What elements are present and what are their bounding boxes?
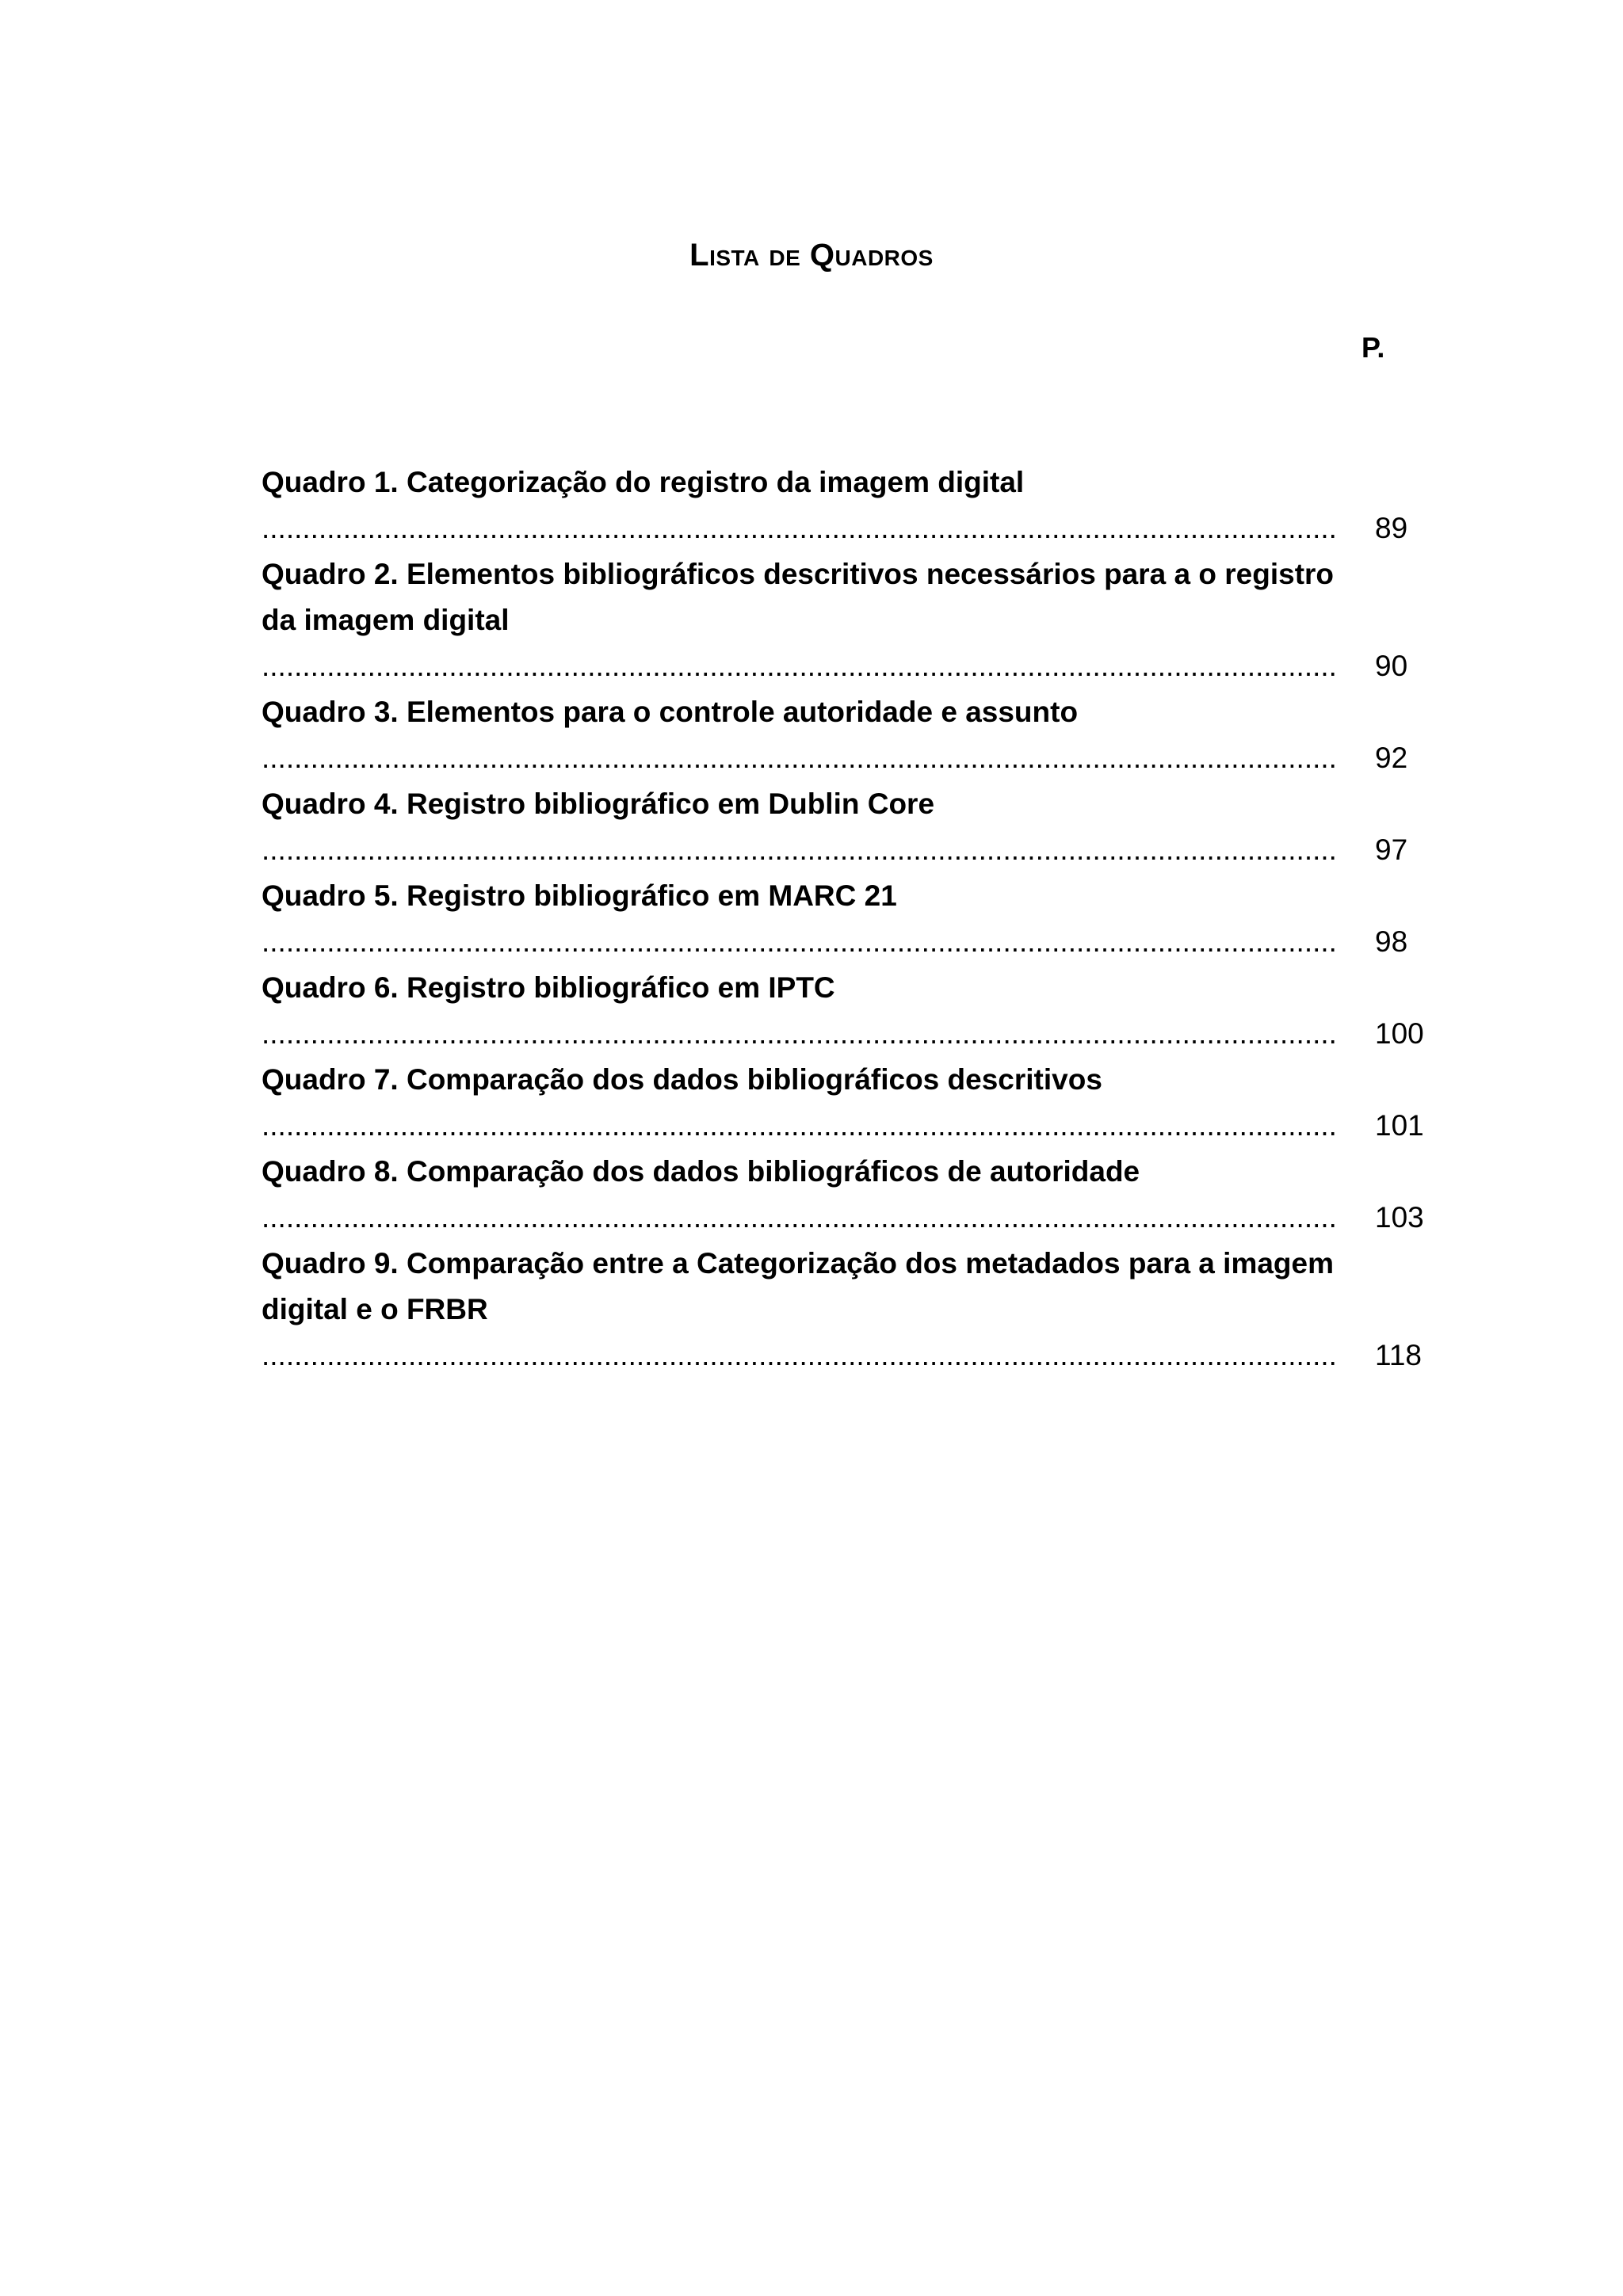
toc-entry-page-number: 97 [1375, 833, 1408, 866]
toc-entry-page-number: 118 [1375, 1339, 1422, 1371]
toc-entry-4[interactable] [262, 781, 1458, 873]
toc-entry-page-number: 89 [1375, 512, 1408, 544]
toc-entry-7[interactable] [262, 1057, 1458, 1149]
dot-leader [262, 650, 1339, 682]
dot-leader [262, 742, 1339, 774]
toc-entry-2[interactable] [262, 551, 1458, 689]
toc-entry-title: Quadro 2. Elementos bibliográficos descritivos necessários para a o registro da imagem digital [262, 558, 1335, 636]
toc-entry-title: Quadro 6. Registro bibliográfico em IPTC [262, 971, 835, 1004]
toc-entry-title: Quadro 9. Comparação entre a Categorização dos metadados para a imagem digital e o FRBR [262, 1247, 1334, 1325]
page-column-header: P. [1361, 331, 1385, 364]
dot-leader [262, 1109, 1339, 1142]
toc-entry-page-number: 92 [1375, 742, 1408, 774]
toc-entry-page-number: 101 [1375, 1109, 1424, 1142]
toc-entry-title: Quadro 3. Elementos para o controle autoridade e assunto [262, 696, 1079, 728]
toc-entry-page-number: 103 [1375, 1201, 1424, 1234]
toc-entry-page-number: 90 [1375, 650, 1408, 682]
toc-entry-9[interactable] [262, 1241, 1458, 1379]
toc-entry-title: Quadro 4. Registro bibliográfico em Dublin Core [262, 788, 935, 820]
toc-entry-8[interactable] [262, 1149, 1458, 1241]
list-of-tables [262, 460, 1458, 1379]
toc-entry-title: Quadro 8. Comparação dos dados bibliográficos de autoridade [262, 1155, 1140, 1188]
toc-entry-title: Quadro 1. Categorização do registro da imagem digital [262, 466, 1025, 498]
toc-entry-title: Quadro 7. Comparação dos dados bibliográficos descritivos [262, 1063, 1102, 1096]
dot-leader [262, 1017, 1339, 1050]
dot-leader [262, 925, 1339, 958]
dot-leader [262, 1339, 1339, 1371]
dot-leader [262, 833, 1339, 866]
toc-entry-3[interactable] [262, 689, 1458, 781]
toc-entry-page-number: 98 [1375, 925, 1408, 958]
toc-entry-1[interactable] [262, 460, 1458, 551]
toc-entry-5[interactable] [262, 873, 1458, 965]
dot-leader [262, 512, 1339, 544]
toc-entry-title: Quadro 5. Registro bibliográfico em MARC 21 [262, 879, 897, 912]
dot-leader [262, 1201, 1339, 1234]
toc-entry-page-number: 100 [1375, 1017, 1424, 1050]
toc-entry-6[interactable] [262, 965, 1458, 1057]
page-title: Lista de Quadros [689, 238, 934, 273]
